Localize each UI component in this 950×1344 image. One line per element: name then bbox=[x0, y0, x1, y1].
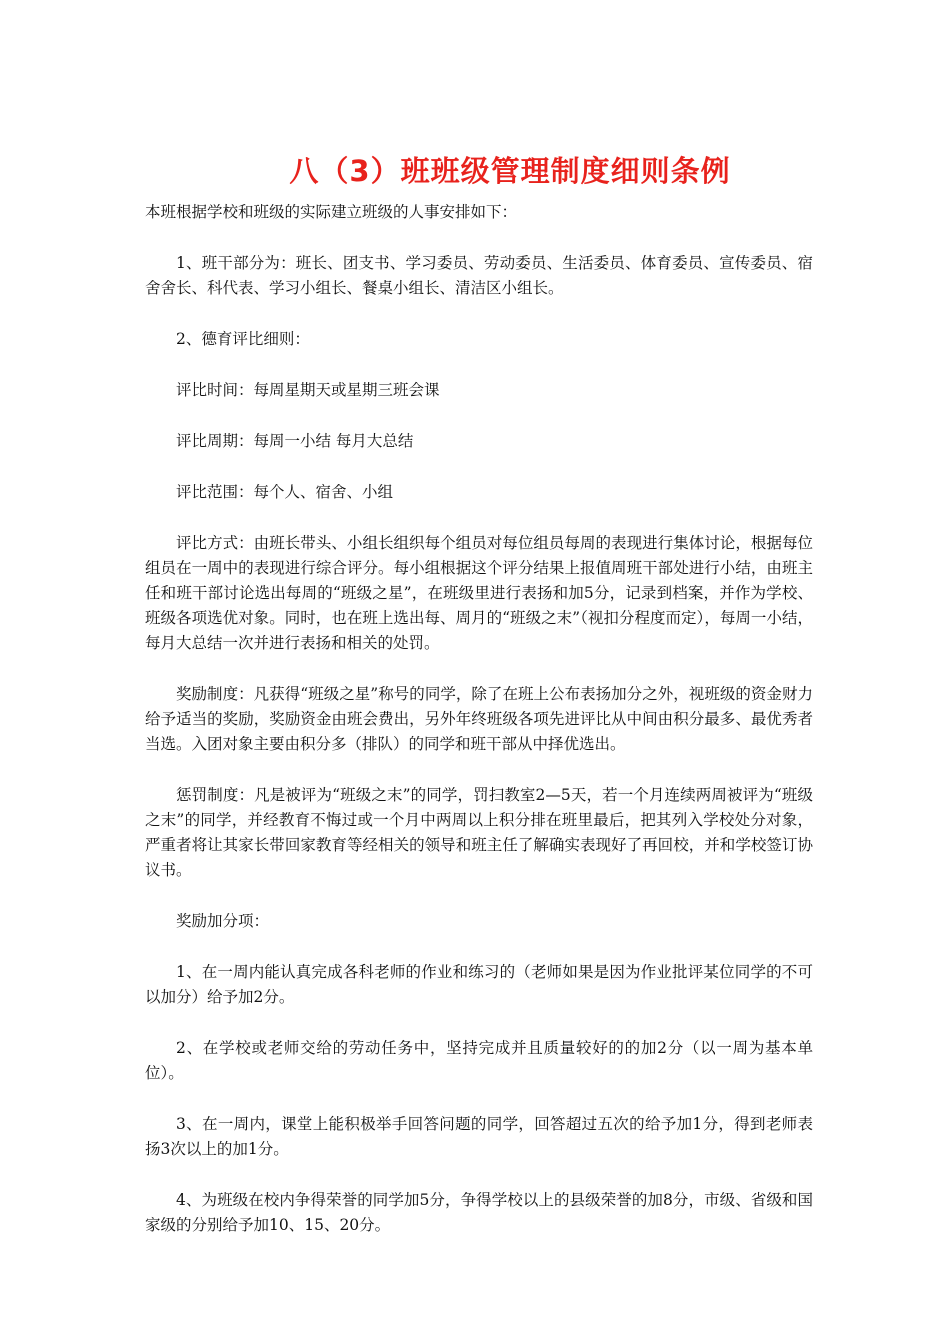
bonus-items-heading: 奖励加分项： bbox=[176, 912, 270, 930]
evaluation-time-paragraph: 评比时间：每周星期天或星期三班会课 bbox=[176, 381, 440, 399]
evaluation-method-paragraph: 评比方式：由班长带头、小组长组织每个组员对每位组员每周的表现进行集体讨论，根据每位组员在一周中的表现进行综合评分。每小组根据这个评分结果上报值周班干部处进行小结，由班主任和班干部讨论选出每周的“班级之星”，在班级里进行表扬和加5分，记录到档案，并作为学校、班级各项选优对象。同时，也在班上选出每、周月的“班级之末”（视扣分程度而定），每周一小结，每月大总结一次并进行表扬和相关的处罚。 bbox=[145, 534, 813, 652]
document-title: 八（3）班班级管理制度细则条例 bbox=[289, 154, 731, 189]
bonus-item-4: 4、为班级在校内争得荣誉的同学加5分，争得学校以上的县级荣誉的加8分，市级、省级和国家级的分别给予加10、15、20分。 bbox=[145, 1191, 813, 1234]
bonus-item-1: 1、在一周内能认真完成各科老师的作业和练习的（老师如果是因为作业批评某位同学的不可以加分）给予加2分。 bbox=[145, 963, 813, 1006]
bonus-item-2: 2、在学校或老师交给的劳动任务中，坚持完成并且质量较好的的加2分（以一周为基本单位）。 bbox=[145, 1039, 813, 1082]
punishment-system-paragraph: 惩罚制度：凡是被评为“班级之末”的同学，罚扫教室2—5天，若一个月连续两周被评为“班级之末”的同学，并经教育不悔过或一个月中两周以上积分排在班里最后，把其列入学校处分对象，严重者将让其家长带回家教育等经相关的领导和班主任了解确实表现好了再回校，并和学校签订协议书。 bbox=[145, 786, 813, 879]
evaluation-scope-paragraph: 评比范围：每个人、宿舍、小组 bbox=[176, 483, 394, 501]
document-body bbox=[145, 200, 813, 1264]
bonus-item-3: 3、在一周内，课堂上能积极举手回答问题的同学，回答超过五次的给予加1分，得到老师表扬3次以上的加1分。 bbox=[145, 1115, 813, 1158]
class-cadres-paragraph: 1、班干部分为：班长、团支书、学习委员、劳动委员、生活委员、体育委员、宣传委员、宿舍舍长、科代表、学习小组长、餐桌小组长、清洁区小组长。 bbox=[145, 254, 813, 297]
reward-system-paragraph: 奖励制度：凡获得“班级之星”称号的同学，除了在班上公布表扬加分之外，视班级的资金财力给予适当的奖励，奖励资金由班会费出，另外年终班级各项先进评比从中间由积分最多、最优秀者当选。入团对象主要由积分多（排队）的同学和班干部从中择优选出。 bbox=[145, 685, 813, 753]
moral-evaluation-heading: 2、德育评比细则： bbox=[176, 330, 310, 348]
evaluation-cycle-paragraph: 评比周期：每周一小结 每月大总结 bbox=[176, 432, 414, 450]
intro-paragraph: 本班根据学校和班级的实际建立班级的人事安排如下： bbox=[145, 203, 518, 221]
